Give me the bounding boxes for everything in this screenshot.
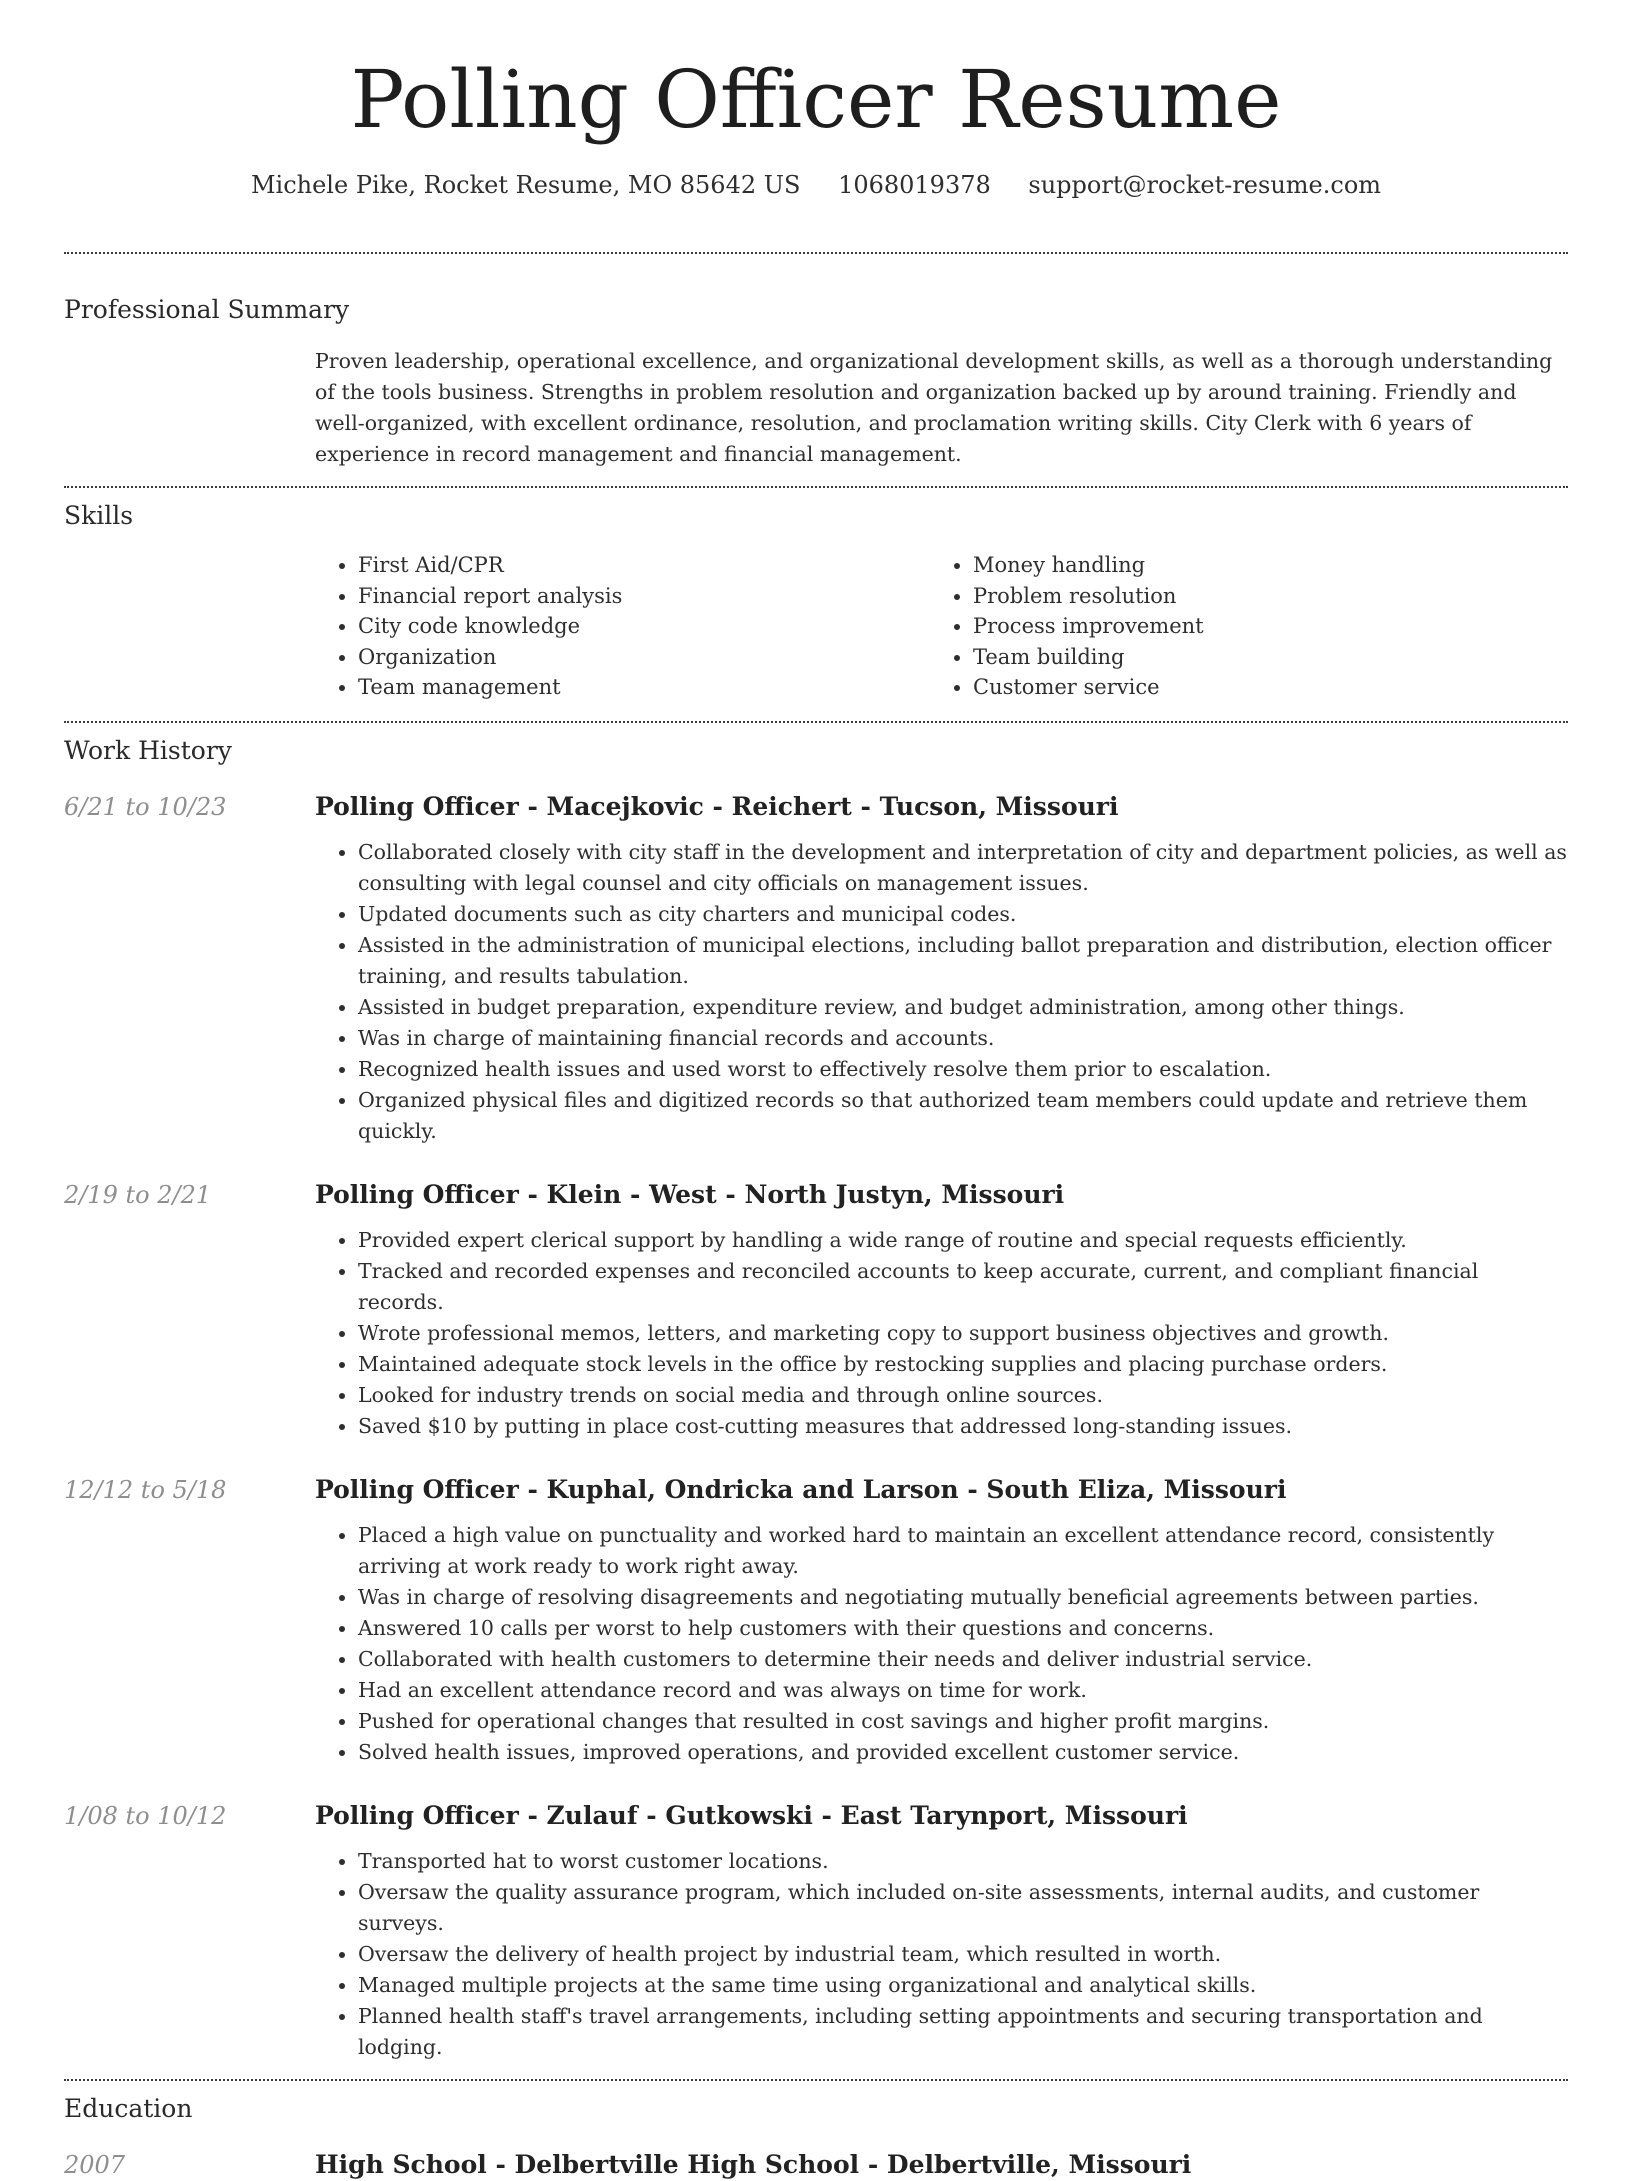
skill-item: • City code knowledge — [358, 611, 930, 642]
job-bullet: • Planned health staff's travel arrangements, including setting appointments and securing transportation and lodging. — [358, 2001, 1568, 2063]
job-bullet: • Solved health issues, improved operations, and provided excellent customer service. — [358, 1737, 1568, 1768]
section-divider — [64, 486, 1568, 488]
skill-item: • Financial report analysis — [358, 581, 930, 612]
skill-item: • Problem resolution — [973, 581, 1533, 612]
resume-title: Polling Officer Resume — [350, 53, 1282, 146]
job-bullet: • Answered 10 calls per worst to help customers with their questions and concerns. — [358, 1613, 1568, 1644]
job-bullet: • Provided expert clerical support by handling a wide range of routine and special requests efficiently. — [358, 1225, 1568, 1256]
job-bullet: • Organized physical files and digitized records so that authorized team members could update and retrieve them quickly. — [358, 1085, 1568, 1147]
job-bullets — [315, 1520, 1568, 1768]
job-bullet: • Looked for industry trends on social media and through online sources. — [358, 1380, 1568, 1411]
job-title: Polling Officer - Kuphal, Ondricka and Larson - South Eliza, Missouri — [315, 1474, 1287, 1504]
education-title: High School - Delbertville High School - Delbertville, Missouri — [315, 2149, 1192, 2179]
job-bullet: • Collaborated closely with city staff in the development and interpretation of city and department policies, as well as consulting with legal counsel and city officials on management issues. — [358, 837, 1568, 899]
skill-item: • Team building — [973, 642, 1533, 673]
section-divider — [64, 252, 1568, 254]
job-bullets — [315, 1846, 1568, 2063]
resume-page — [64, 0, 1568, 2181]
work-history-section — [64, 735, 1568, 2063]
job-bullet: • Tracked and recorded expenses and reconciled accounts to keep accurate, current, and compliant financial records. — [358, 1256, 1568, 1318]
contact-line — [64, 168, 1568, 202]
skill-item: • First Aid/CPR — [358, 550, 930, 581]
job-dates: 1/08 to 10/12 — [64, 1801, 227, 1830]
job-bullet: • Collaborated with health customers to determine their needs and deliver industrial service. — [358, 1644, 1568, 1675]
job-bullet: • Placed a high value on punctuality and worked hard to maintain an excellent attendance record, consistently arriving at work ready to work right away. — [358, 1520, 1568, 1582]
education-entry — [64, 2149, 1568, 2181]
skills-list-left — [315, 550, 930, 703]
contact-email: support@rocket-resume.com — [1028, 171, 1382, 199]
summary-text: Proven leadership, operational excellence, and organizational development skills, as well as a thorough understanding of the tools business. Strengths in problem resolution and organization backed up by around training. Friendly and well-organized, with excellent ordinance, resolution, and proclamation writing skills. City Clerk with 6 years of experience in record management and financial management. — [315, 349, 1553, 466]
job-bullets — [315, 837, 1568, 1147]
job-dates: 6/21 to 10/23 — [64, 792, 227, 821]
job-bullet: • Assisted in budget preparation, expenditure review, and budget administration, among other things. — [358, 992, 1568, 1023]
job-bullet: • Pushed for operational changes that resulted in cost savings and higher profit margins. — [358, 1706, 1568, 1737]
education-section — [64, 2093, 1568, 2181]
job-dates: 12/12 to 5/18 — [64, 1475, 227, 1504]
job-dates: 2/19 to 2/21 — [64, 1180, 212, 1209]
summary-section — [64, 294, 1568, 470]
skill-item: • Process improvement — [973, 611, 1533, 642]
education-heading: Education — [64, 2093, 193, 2123]
skill-item: • Customer service — [973, 672, 1533, 703]
job-title: Polling Officer - Macejkovic - Reichert - Tucson, Missouri — [315, 791, 1119, 821]
job-title: Polling Officer - Klein - West - North Justyn, Missouri — [315, 1179, 1065, 1209]
education-year: 2007 — [64, 2150, 126, 2179]
job-bullets — [315, 1225, 1568, 1442]
summary-heading: Professional Summary — [64, 295, 350, 324]
job-bullet: • Transported hat to worst customer locations. — [358, 1846, 1568, 1877]
skills-list-right — [930, 550, 1533, 703]
job-bullet: • Saved $10 by putting in place cost-cutting measures that addressed long-standing issues. — [358, 1411, 1568, 1442]
job-entry — [64, 1474, 1568, 1768]
skill-item: • Organization — [358, 642, 930, 673]
skill-item: • Team management — [358, 672, 930, 703]
job-bullet: • Managed multiple projects at the same time using organizational and analytical skills. — [358, 1970, 1568, 2001]
job-entry — [64, 791, 1568, 1147]
job-entry — [64, 1800, 1568, 2063]
skills-heading: Skills — [64, 501, 134, 530]
job-bullet: • Maintained adequate stock levels in the office by restocking supplies and placing purchase orders. — [358, 1349, 1568, 1380]
job-bullet: • Oversaw the quality assurance program, which included on-site assessments, internal audits, and customer surveys. — [358, 1877, 1568, 1939]
job-bullet: • Updated documents such as city charters and municipal codes. — [358, 899, 1568, 930]
job-title: Polling Officer - Zulauf - Gutkowski - East Tarynport, Missouri — [315, 1800, 1188, 1830]
job-bullet: • Was in charge of resolving disagreements and negotiating mutually beneficial agreements between parties. — [358, 1582, 1568, 1613]
job-bullet: • Was in charge of maintaining financial records and accounts. — [358, 1023, 1568, 1054]
job-bullet: • Had an excellent attendance record and was always on time for work. — [358, 1675, 1568, 1706]
job-bullet: • Assisted in the administration of municipal elections, including ballot preparation and distribution, election officer training, and results tabulation. — [358, 930, 1568, 992]
job-bullet: • Recognized health issues and used worst to effectively resolve them prior to escalation. — [358, 1054, 1568, 1085]
section-divider — [64, 721, 1568, 723]
job-bullet: • Oversaw the delivery of health project by industrial team, which resulted in worth. — [358, 1939, 1568, 1970]
skill-item: • Money handling — [973, 550, 1533, 581]
contact-phone: 1068019378 — [838, 171, 991, 199]
section-divider — [64, 2079, 1568, 2081]
contact-address: Michele Pike, Rocket Resume, MO 85642 US — [250, 171, 801, 199]
job-bullet: • Wrote professional memos, letters, and marketing copy to support business objectives and growth. — [358, 1318, 1568, 1349]
job-entry — [64, 1179, 1568, 1442]
skills-section — [64, 500, 1568, 703]
work-history-heading: Work History — [64, 735, 232, 765]
